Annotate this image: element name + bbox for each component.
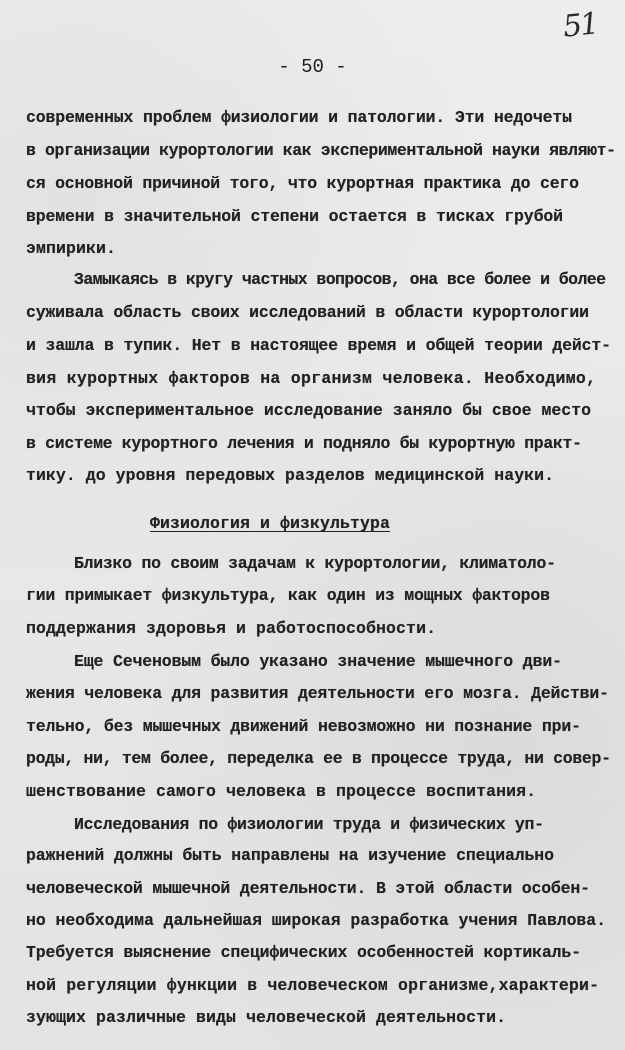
text-line: поддержания здоровья и работоспособности. xyxy=(26,619,437,638)
text-line: суживала область своих исследований в области курортологии xyxy=(26,303,589,322)
text-line: жения человека для развития деятельности его мозга. Действи- xyxy=(26,684,609,703)
text-line: эмпирики. xyxy=(26,239,117,258)
text-line: в организации курортологии как экспериментальной науки являют- xyxy=(26,141,616,160)
text-line: шенствование самого человека в процессе воспитания. xyxy=(26,782,537,801)
page-number: - 50 - xyxy=(278,56,347,78)
text-line: Исследования по физиологии труда и физических уп- xyxy=(74,815,544,834)
text-line: зующих различные виды человеческой деятельности. xyxy=(26,1008,507,1027)
text-line: ражнений должны быть направлены на изучение специально xyxy=(26,846,554,865)
text-line: Требуется выяснение специфических особенностей кортикаль- xyxy=(26,943,581,962)
handwritten-folio-number: 51 xyxy=(561,6,599,45)
text-line: Близко по своим задачам к курортологии, климатоло- xyxy=(74,554,556,573)
text-line: человеческой мышечной деятельности. В этой области особен- xyxy=(26,879,590,898)
text-line: Еще Сеченовым было указано значение мышечного дви- xyxy=(74,652,562,671)
text-line: вия курортных факторов на организм человека. Необходимо, xyxy=(26,369,597,388)
section-heading: Физиология и физкультура xyxy=(150,514,391,533)
text-line: тельно, без мышечных движений невозможно ни познание при- xyxy=(26,717,581,736)
text-line: ся основной причиной того, что курортная практика до сего xyxy=(26,174,579,193)
text-line: Замыкаясь в кругу частных вопросов, она все более и более xyxy=(74,270,606,289)
text-line: времени в значительной степени остается в тисках грубой xyxy=(26,207,563,226)
text-line: гии примыкает физкультура, как один из мощных факторов xyxy=(26,586,550,605)
text-line: ной регуляции функции в человеческом организме,характери- xyxy=(26,976,600,995)
text-line: и зашла в тупик. Нет в настоящее время и общей теории дейст- xyxy=(26,336,611,355)
text-line: тику. до уровня передовых разделов медицинской науки. xyxy=(26,466,555,485)
text-line: но необходима дальнейшая широкая разработка учения Павлова. xyxy=(26,911,606,930)
text-line: современных проблем физиологии и патологии. Эти недочеты xyxy=(26,108,572,127)
text-line: чтобы экспериментальное исследование заняло бы свое место xyxy=(26,401,592,420)
text-line: роды, ни, тем более, переделка ее в процессе труда, ни совер- xyxy=(26,749,611,768)
text-line: в системе курортного лечения и подняло бы курортную практ- xyxy=(26,434,582,453)
